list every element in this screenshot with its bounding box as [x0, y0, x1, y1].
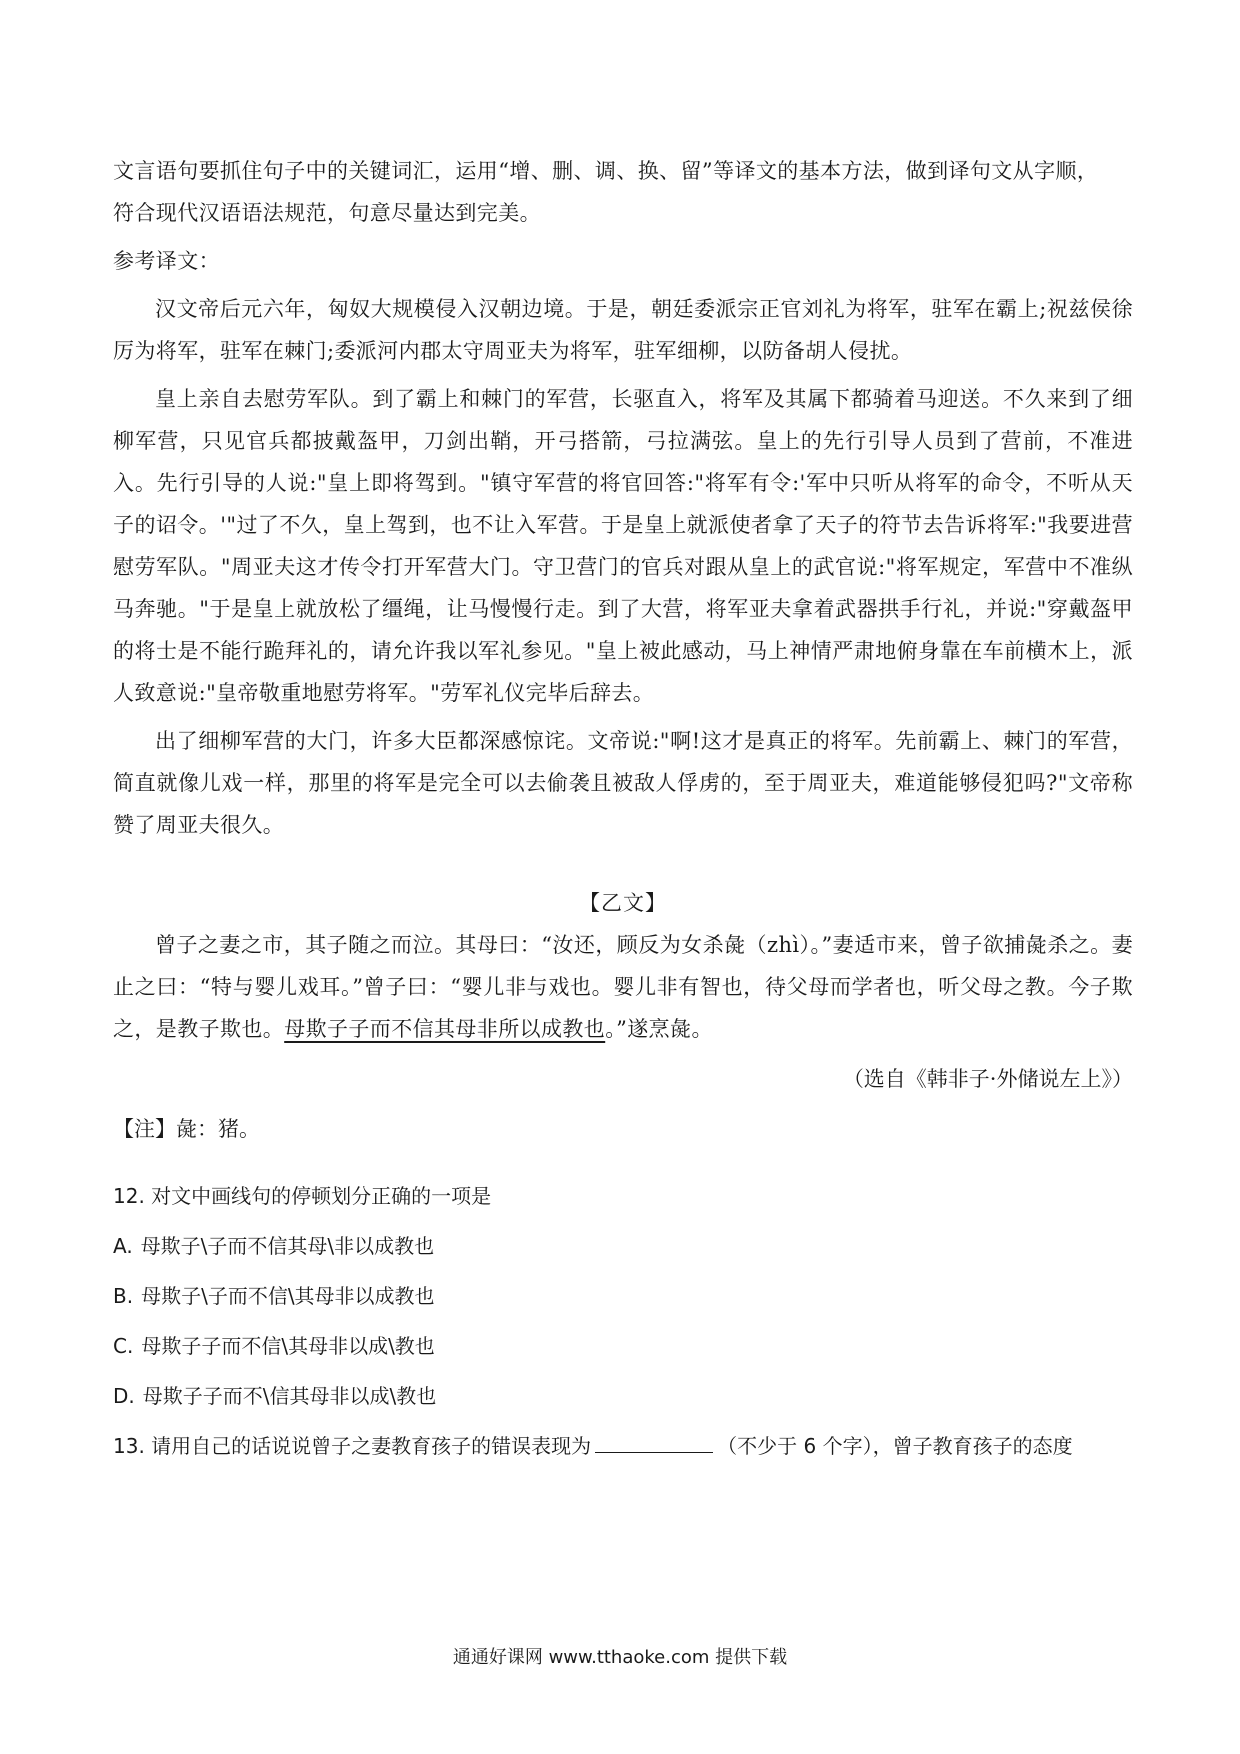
- option-letter: C.: [113, 1334, 134, 1358]
- yiwen-passage: [113, 924, 1133, 1050]
- answer-blank: [595, 1434, 713, 1453]
- page-footer: 通通好课网 www.tthaoke.com 提供下载: [452, 1647, 788, 1668]
- yiwen-text-after: 。”遂烹彘。: [605, 1017, 713, 1041]
- option-letter: B.: [113, 1284, 134, 1308]
- question-13-text-before: 13. 请用自己的话说说曾子之妻教育孩子的错误表现为: [113, 1434, 592, 1458]
- question-13-text-after: （不少于 6 个字），曾子教育孩子的态度: [717, 1434, 1073, 1458]
- option-letter: D.: [113, 1384, 135, 1408]
- translation-paragraph-3: 出了细柳军营的大门，许多大臣都深感惊诧。文帝说:"啊!这才是真正的将军。先前霸上、棘门的军营，简直就像儿戏一样，那里的将军是完全可以去偷袭且被敌人俘虏的，至于周亚夫，难道能够侵犯吗?"文帝称赞了周亚夫很久。: [113, 729, 1133, 837]
- option-text: 母欺子子而不\信其母非以成\教也: [142, 1384, 437, 1408]
- analysis-line-1: 文言语句要抓住句子中的关键词汇，运用“增、删、调、换、留”等译文的基本方法，做到译句文从字顺，: [113, 159, 1099, 183]
- question-12-option-c: [113, 1321, 1133, 1371]
- option-text: 母欺子\子而不信其母\非以成教也: [140, 1234, 435, 1258]
- option-letter: A.: [113, 1234, 133, 1258]
- yiwen-source: （选自《韩非子·外储说左上》）: [842, 1067, 1133, 1091]
- question-13-stem: [113, 1421, 1133, 1471]
- yiwen-text-before: 曾子之妻之市，其子随之而泣。其母曰：“汝还，顾反为女杀彘（zhì）。”妻适市来，曾子欲捕彘杀之。妻止之曰：“特与婴儿戏耳。”曾子曰：“婴儿非与戏也。婴儿非有智也，待父母而学者也，听父母之教。今子欺之，是教子欺也。: [113, 933, 1133, 1041]
- yiwen-title: 【乙文】: [579, 891, 667, 915]
- option-text: 母欺子\子而不信\其母非以成教也: [141, 1284, 435, 1308]
- annotation-note: 【注】彘：猪。: [113, 1117, 260, 1141]
- translation-paragraph-1: 汉文帝后元六年，匈奴大规模侵入汉朝边境。于是，朝廷委派宗正官刘礼为将军，驻军在霸上;祝兹侯徐厉为将军，驻军在棘门;委派河内郡太守周亚夫为将军，驻军细柳，以防备胡人侵扰。: [113, 297, 1133, 363]
- analysis-line-2: 符合现代汉语语法规范，句意尽量达到完美。: [113, 201, 541, 225]
- translation-heading: 参考译文：: [113, 249, 220, 273]
- document-body: [113, 150, 1133, 1471]
- question-12-stem: 12. 对文中画线句的停顿划分正确的一项是: [113, 1184, 492, 1208]
- option-text: 母欺子子而不信\其母非以成\教也: [141, 1334, 435, 1358]
- translation-paragraph-2: 皇上亲自去慰劳军队。到了霸上和棘门的军营，长驱直入，将军及其属下都骑着马迎送。不久来到了细柳军营，只见官兵都披戴盔甲，刀剑出鞘，开弓搭箭，弓拉满弦。皇上的先行引导人员到了营前，不准进入。先行引导的人说:"皇上即将驾到。"镇守军营的将官回答:"将军有令:'军中只听从将军的命令，不听从天子的诏令。'"过了不久，皇上驾到，也不让入军营。于是皇上就派使者拿了天子的符节去告诉将军:"我要进营慰劳军队。"周亚夫这才传令打开军营大门。守卫营门的官兵对跟从皇上的武官说:"将军规定，军营中不准纵马奔驰。"于是皇上就放松了缰绳，让马慢慢行走。到了大营，将军亚夫拿着武器拱手行礼，并说:"穿戴盔甲的将士是不能行跪拜礼的，请允许我以军礼参见。"皇上被此感动，马上神情严肃地俯身靠在车前横木上，派人致意说:"皇帝敬重地慰劳将军。"劳军礼仪完毕后辞去。: [113, 387, 1133, 705]
- question-12-option-d: [113, 1371, 1133, 1421]
- question-12-option-b: [113, 1271, 1133, 1321]
- question-12-option-a: [113, 1221, 1133, 1271]
- yiwen-underlined-sentence: 母欺子子而不信其母非所以成教也: [284, 1017, 606, 1041]
